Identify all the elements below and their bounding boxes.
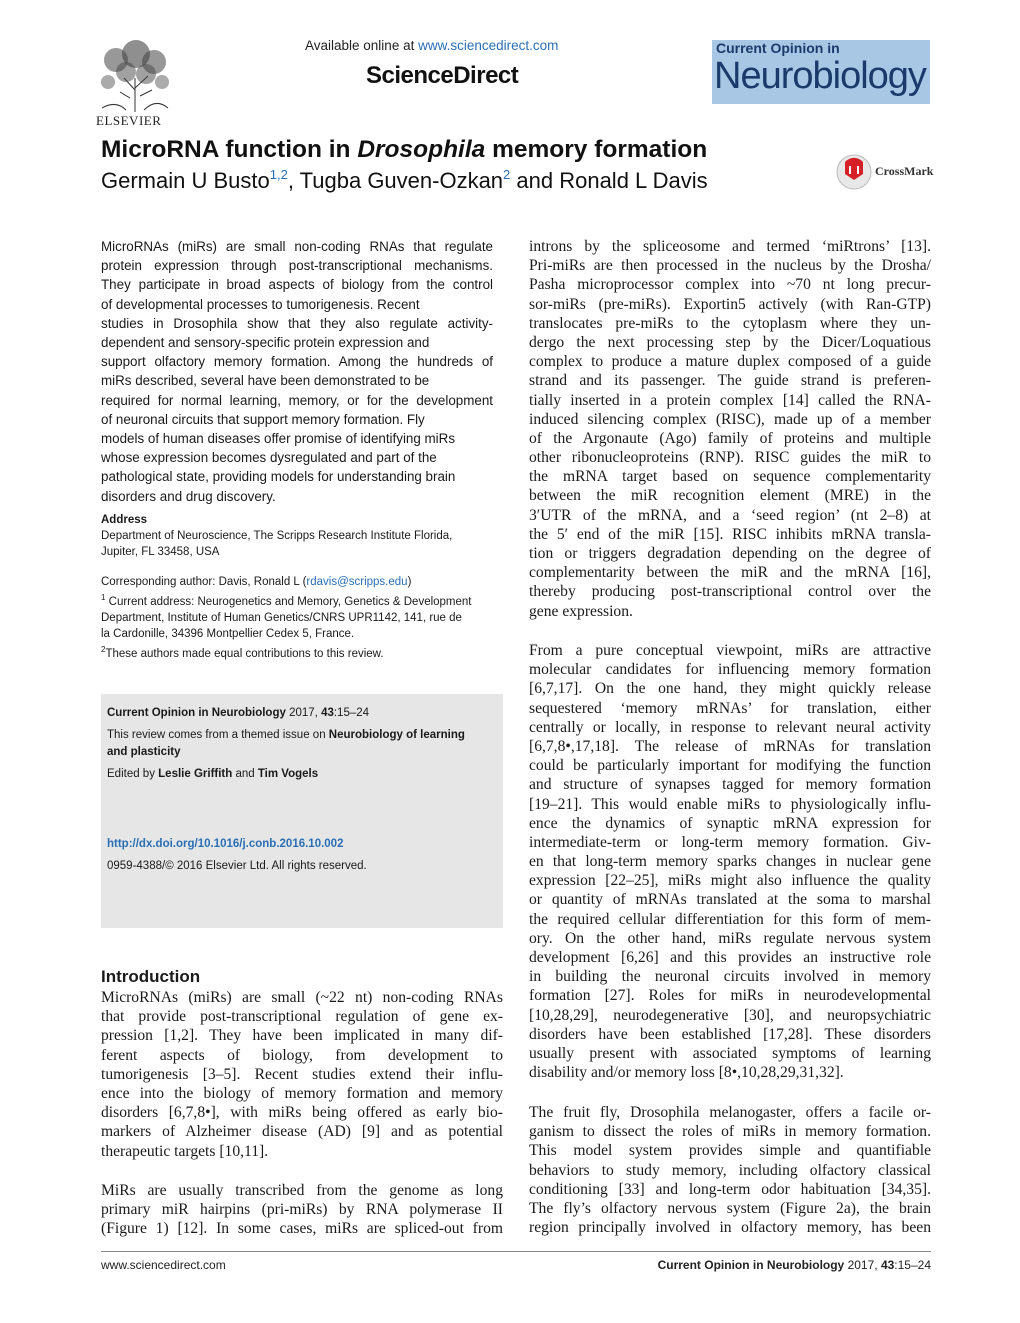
abstract [101, 237, 493, 506]
text-line: sor-miRs (pre-miRs). Exportin5 actively (with Ran-GTP) [529, 295, 931, 313]
text-line: disorders have been established [17,28]. These disorders [529, 1025, 931, 1043]
available-prefix: Available online at [305, 38, 419, 53]
abstract-line: support olfactory memory formation. Among the hundreds of [101, 354, 493, 370]
themed-issue-line [107, 727, 465, 744]
text-line: disorders [6,7,8•], with miRs being offered as early bio- [101, 1104, 503, 1122]
text-line: complex to produce a mature duplex composed of a guide [529, 353, 931, 371]
text-line: region principally involved in olfactory memory, has been [529, 1219, 931, 1237]
text-line: gene expression. [529, 602, 633, 620]
text-line: Pasha microprocessor complex into ~70 nt long precur- [529, 276, 931, 294]
footer-website[interactable]: www.sciencedirect.com [101, 1258, 226, 1272]
text-line: [6,7,17]. On the one hand, they might quickly release [529, 680, 931, 698]
text-line: behaviors to study memory, including olfactory classical [529, 1161, 931, 1179]
abstract-line: protein expression through post-transcriptional mechanisms. [101, 258, 493, 274]
abstract-line: of developmental processes to tumorigenesis. Recent [101, 296, 420, 312]
abstract-line: miRs described, several have been demonstrated to be [101, 373, 430, 389]
author-busto: Germain U Busto [101, 168, 270, 193]
author-busto-affil[interactable]: 1,2 [269, 167, 288, 182]
text-line: expression [22–25], miRs might also influence the quality [529, 872, 931, 890]
text-line: pression [1,2]. They have been implicated in many dif- [101, 1027, 503, 1045]
text-line: ory. On the other hand, miRs regulate nervous system [529, 929, 931, 947]
editors-and: and [232, 768, 258, 780]
text-line: en that long-term memory sparks changes in nuclear gene [529, 853, 931, 871]
abstract-line: pathological state, providing models for understanding brain [101, 469, 456, 485]
footnote-2-mark: 2 [101, 644, 106, 654]
footer-citation [600, 1258, 931, 1272]
citation-journal: Current Opinion in Neurobiology [107, 707, 286, 719]
article-title [101, 136, 707, 164]
availability-line [305, 38, 558, 53]
copyright-line: 0959-4388/© 2016 Elsevier Ltd. All rights reserved. [107, 860, 367, 872]
text-line: intermediate-term or long-term memory formation. Giv- [529, 833, 931, 851]
text-line: Pri-miRs are then processed in the nucleus by the Drosha/ [529, 257, 931, 275]
abstract-line: studies in Drosophila show that they also regulate activity- [101, 315, 493, 331]
text-line: From a pure conceptual viewpoint, miRs are attractive [529, 642, 931, 659]
crossmark-label: CrossMark [875, 164, 934, 178]
author-guven-affil[interactable]: 2 [503, 167, 511, 182]
abstract-line: whose expression becomes dysregulated and part of the [101, 450, 437, 466]
title-part-italic: Drosophila [357, 136, 486, 163]
corresponding-author [101, 574, 501, 590]
text-line: tion or triggers degradation depending on the degree of [529, 545, 931, 562]
text-line: [6,7,8•,17,18]. The release of mRNAs for translation [529, 737, 931, 755]
abstract-line: required for normal learning, memory, or for the development [101, 392, 493, 408]
address-line: Department of Neuroscience, The Scripps Research Institute Florida, [101, 530, 453, 542]
text-line: therapeutic targets [10,11]. [101, 1142, 269, 1160]
text-line: the required cellular differentiation for this form of mem- [529, 910, 931, 928]
citation-line [107, 705, 369, 722]
text-line: usually present with associated symptoms of learning [529, 1044, 931, 1062]
doi-link[interactable]: http://dx.doi.org/10.1016/j.conb.2016.10.002 [107, 838, 344, 850]
text-line: MicroRNAs (miRs) are small (~22 nt) non-coding RNAs [101, 989, 503, 1006]
right-paragraph-1 [529, 237, 931, 621]
crossmark-badge[interactable] [836, 152, 932, 192]
text-line: ence the dynamics of synaptic mRNA expression for [529, 814, 931, 832]
author-guven-ozkan: , Tugba Guven-Ozkan [287, 168, 504, 193]
text-line: centrally or locally, in response to relevant neural activity [529, 718, 931, 736]
text-line: molecular candidates for influencing memory formation [529, 661, 931, 679]
text-line: strand and its passenger. The guide strand is preferen- [529, 372, 931, 390]
abstract-line: models of human diseases offer promise of identifying miRs [101, 430, 456, 446]
text-line: ence into the biology of memory formation and memory [101, 1084, 503, 1102]
text-line: [10,28,29], neurodegenerative [30], and neuropsychiatric [529, 1006, 931, 1024]
author-list [101, 168, 708, 194]
journal-banner-small: Current Opinion in [716, 40, 840, 56]
abstract-line: of neuronal circuits that support memory formation. Fly [101, 411, 425, 427]
text-line: conditioning [33] and long-term odor habituation [34,35]. [529, 1180, 931, 1198]
text-line: [19–21]. This would enable miRs to physiologically influ- [529, 795, 931, 813]
footnote-2-line: These authors made equal contributions to this review. [105, 647, 384, 660]
text-line: of the Argonaute (Ago) family of proteins and multiple [529, 429, 931, 447]
footnote-1-cont: la Cardonille, 34396 Montpellier Cedex 5, France. [101, 627, 355, 640]
author-email-link[interactable]: rdavis@scripps.edu [306, 576, 408, 588]
footer-year: 2017, [844, 1258, 881, 1272]
text-line: MiRs are usually transcribed from the genome as long [101, 1182, 503, 1199]
footer-pages: :15–24 [894, 1258, 931, 1272]
text-line: thereby producing post-transcriptional control over the [529, 583, 931, 601]
editor-griffith: Leslie Griffith [158, 768, 233, 780]
footnote-1 [101, 590, 501, 610]
text-line: tumorigenesis [3–5]. Recent studies extend their influ- [101, 1065, 503, 1083]
text-line: induced silencing complex (RISC), made up of a member [529, 410, 931, 428]
correspondence-block [101, 574, 501, 662]
citation-pages: :15–24 [333, 707, 370, 719]
footnote-1-line: Current address: Neurogenetics and Memory, Genetics & Development [108, 595, 472, 608]
address-heading: Address [101, 514, 148, 526]
text-line: the 5′ end of the miR [15]. RISC inhibits mRNA transla- [529, 525, 931, 543]
editor-vogels: Tim Vogels [257, 768, 319, 780]
text-line: disability and/or memory loss [8•,10,28,29,31,32]. [529, 1064, 844, 1082]
text-line: other ribonucleoproteins (RNP). RISC guides the miR to [529, 449, 931, 467]
text-line: ganism to dissect the roles of miRs in memory formation. [529, 1123, 931, 1141]
abstract-line: MicroRNAs (miRs) are small non-coding RNAs that regulate [101, 239, 493, 254]
citation-year: 2017, [285, 707, 322, 719]
abstract-line: disorders and drug discovery. [101, 488, 276, 504]
text-line: translocates pre-miRs to the cytoplasm where they un- [529, 314, 931, 332]
editors-line [107, 766, 318, 783]
citation-volume: 43 [321, 707, 334, 719]
right-paragraph-3 [529, 1103, 931, 1237]
themed-issue-line-2 [107, 744, 181, 761]
text-line: ferent aspects of biology, from development to [101, 1046, 503, 1064]
article-info-box [101, 694, 503, 928]
edited-by-label: Edited by [107, 768, 159, 780]
text-line: tially inserted in a protein complex [14] called the RNA- [529, 391, 931, 409]
text-line: (Figure 1) [12]. In some cases, miRs are spliced-out from [101, 1220, 503, 1238]
text-line: and structure of synapses tagged for memory formation [529, 776, 931, 794]
elsevier-wordmark: ELSEVIER [96, 113, 162, 128]
text-line: The fly’s olfactory nervous system (Figure 2a), the brain [529, 1199, 931, 1217]
footer-divider [101, 1251, 931, 1252]
text-line: or quantity of mRNAs translated at the soma to marshal [529, 891, 931, 909]
footer-journal: Current Opinion in Neurobiology [657, 1258, 845, 1272]
text-line: primary miR hairpins (pri-miRs) by RNA polymerase II [101, 1201, 503, 1219]
text-line: sequestered ‘memory mRNAs’ for translation, either [529, 699, 931, 717]
journal-banner-big: Neurobiology [714, 55, 926, 97]
sciencedirect-brand: ScienceDirect [366, 62, 519, 89]
sciencedirect-link[interactable]: www.sciencedirect.com [418, 38, 559, 53]
themed-issue-label: This review comes from a themed issue on [107, 729, 329, 741]
footnote-2 [101, 642, 501, 662]
text-line: formation [27]. Roles for miRs in neurodevelopmental [529, 987, 931, 1005]
text-line: This model system provides simple and quantifiable [529, 1142, 931, 1160]
text-line: The fruit fly, Drosophila melanogaster, offers a facile or- [529, 1104, 931, 1121]
text-line: the mRNA target based on sequence complementarity [529, 468, 931, 486]
text-line: that provide post-transcriptional regulation of gene ex- [101, 1008, 503, 1026]
text-line: 3′UTR of the mRNA, and a ‘seed region’ (nt 2–8) at [529, 506, 931, 524]
text-line: development [6,26] and this provides an instructive role [529, 949, 931, 966]
section-heading-introduction: Introduction [101, 967, 201, 986]
abstract-line: dependent and sensory-specific protein expression and [101, 334, 430, 350]
text-line: markers of Alzheimer disease (AD) [9] and as potential [101, 1123, 503, 1141]
intro-paragraph-1 [101, 988, 503, 1161]
text-line: complementarity between the miR and the mRNA [16], [529, 564, 931, 582]
address-line: Jupiter, FL 33458, USA [101, 546, 220, 558]
corresponding-close: ) [407, 576, 412, 588]
text-line: dergo the next processing step by the Dicer/Loquatious [529, 333, 931, 351]
themed-issue-name-cont: and plasticity [107, 746, 181, 758]
intro-paragraph-2 [101, 1181, 503, 1239]
text-line: in building the neuronal circuits involved in memory [529, 968, 931, 986]
footnote-1-mark: 1 [101, 593, 106, 602]
text-line: could be particularly important for modifying the function [529, 757, 931, 775]
footnote-1-cont: Department, Institute of Human Genetics/CNRS UPR1142, 141, rue de [101, 611, 462, 624]
corresponding-label: Corresponding author: Davis, Ronald L ( [101, 576, 307, 588]
title-part-2: memory formation [485, 136, 708, 163]
text-line: between the miR recognition element (MRE) in the [529, 487, 931, 505]
footer-volume: 43 [880, 1258, 895, 1272]
title-part-1: MicroRNA function in [101, 136, 358, 163]
address-block [101, 512, 501, 560]
author-davis: and Ronald L Davis [510, 168, 708, 193]
text-line: introns by the spliceosome and termed ‘miRtrons’ [13]. [529, 238, 931, 255]
themed-issue-name: Neurobiology of learning [328, 729, 465, 741]
abstract-line: They participate in broad aspects of biology from the control [101, 277, 493, 293]
right-paragraph-2 [529, 641, 931, 1082]
